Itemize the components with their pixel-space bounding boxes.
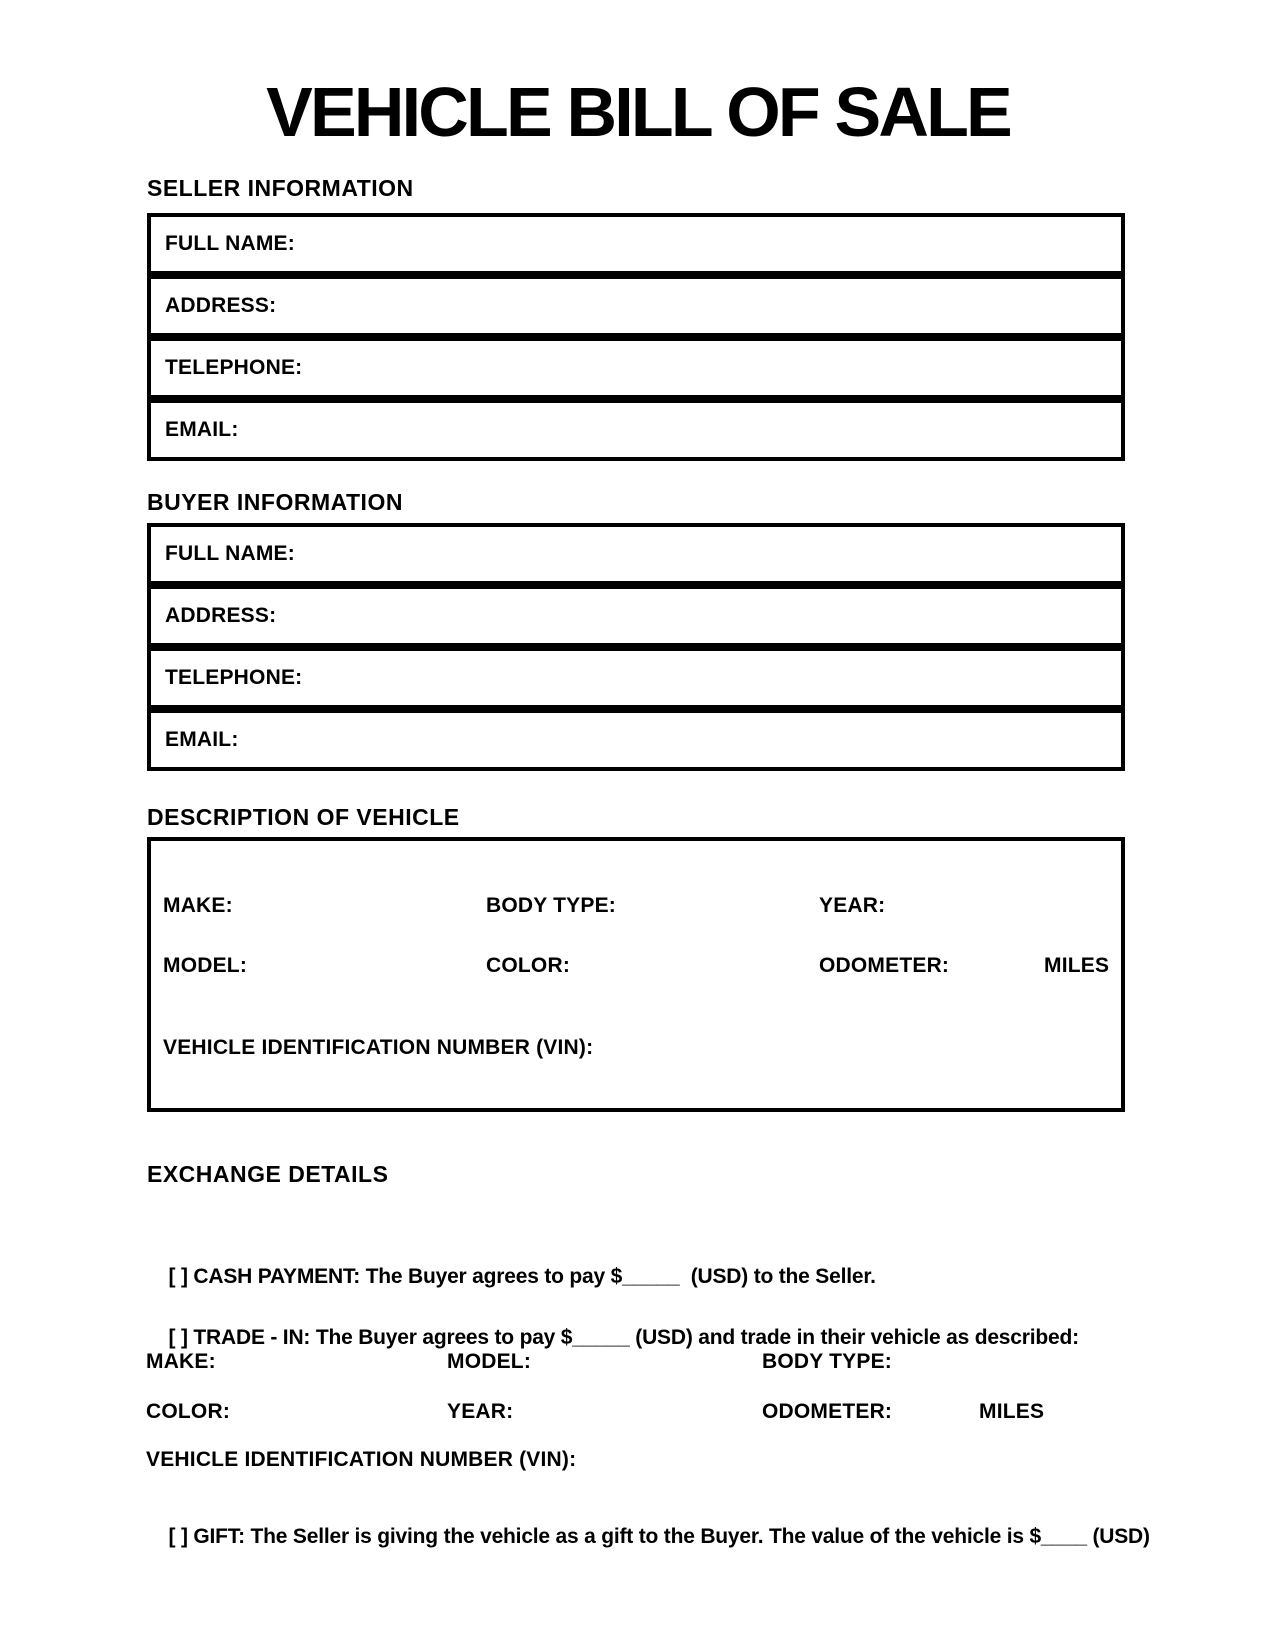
- trade-make-label: MAKE:: [146, 1350, 216, 1373]
- vehicle-model-label: MODEL:: [163, 954, 248, 977]
- seller-full-name-input-area[interactable]: [295, 217, 1121, 271]
- trade-in-line: [146, 1299, 1079, 1377]
- seller-info-box: [147, 213, 1125, 461]
- buyer-telephone-input-area[interactable]: [302, 651, 1121, 705]
- trade-in-checkbox[interactable]: [ ]: [168, 1326, 188, 1349]
- buyer-address-input-area[interactable]: [276, 589, 1121, 643]
- trade-body-type-label: BODY TYPE:: [762, 1350, 892, 1373]
- seller-email-label: EMAIL:: [165, 418, 239, 441]
- buyer-full-name-label: FULL NAME:: [165, 542, 295, 565]
- seller-address-label: ADDRESS:: [165, 294, 277, 317]
- gift-text: GIFT: The Seller is giving the vehicle as a gift to the Buyer. The value of the vehicle is $____ (USD): [187, 1525, 1150, 1548]
- trade-miles-label: MILES: [979, 1400, 1045, 1423]
- document-title: VEHICLE BILL OF SALE: [266, 73, 1010, 151]
- seller-address-row: [147, 275, 1125, 337]
- buyer-telephone-row: [147, 647, 1125, 709]
- buyer-section-heading: BUYER INFORMATION: [147, 489, 403, 515]
- gift-checkbox[interactable]: [ ]: [168, 1525, 188, 1548]
- buyer-full-name-row: [147, 523, 1125, 585]
- seller-telephone-input-area[interactable]: [302, 341, 1121, 395]
- trade-color-label: COLOR:: [146, 1400, 231, 1423]
- seller-email-input-area[interactable]: [239, 403, 1121, 457]
- trade-year-label: YEAR:: [447, 1400, 514, 1423]
- trade-odometer-label: ODOMETER:: [762, 1400, 893, 1423]
- buyer-full-name-input-area[interactable]: [295, 527, 1121, 581]
- trade-in-text: TRADE - IN: The Buyer agrees to pay $_____ (USD) and trade in their vehicle as described:: [187, 1326, 1079, 1349]
- buyer-telephone-label: TELEPHONE:: [165, 666, 303, 689]
- cash-payment-checkbox[interactable]: [ ]: [168, 1265, 188, 1288]
- buyer-address-label: ADDRESS:: [165, 604, 277, 627]
- seller-full-name-row: [147, 213, 1125, 275]
- seller-address-input-area[interactable]: [276, 279, 1121, 333]
- trade-model-label: MODEL:: [447, 1350, 532, 1373]
- vehicle-vin-label: VEHICLE IDENTIFICATION NUMBER (VIN):: [163, 1036, 594, 1059]
- vehicle-section-heading: DESCRIPTION OF VEHICLE: [147, 804, 460, 830]
- buyer-email-row: [147, 709, 1125, 771]
- vehicle-make-label: MAKE:: [163, 894, 233, 917]
- seller-full-name-label: FULL NAME:: [165, 232, 295, 255]
- vehicle-color-label: COLOR:: [486, 954, 571, 977]
- seller-section-heading: SELLER INFORMATION: [147, 175, 414, 201]
- buyer-address-row: [147, 585, 1125, 647]
- vehicle-miles-label: MILES: [1044, 954, 1110, 977]
- vehicle-odometer-label: ODOMETER:: [819, 954, 950, 977]
- exchange-section-heading: EXCHANGE DETAILS: [147, 1161, 389, 1187]
- cash-payment-text: CASH PAYMENT: The Buyer agrees to pay $_____ (USD) to the Seller.: [187, 1265, 876, 1288]
- trade-vin-label: VEHICLE IDENTIFICATION NUMBER (VIN):: [146, 1448, 577, 1471]
- seller-telephone-label: TELEPHONE:: [165, 356, 303, 379]
- vehicle-year-label: YEAR:: [819, 894, 886, 917]
- vehicle-description-box: [147, 837, 1125, 1112]
- buyer-info-box: [147, 523, 1125, 771]
- buyer-email-label: EMAIL:: [165, 728, 239, 751]
- vehicle-body-type-label: BODY TYPE:: [486, 894, 616, 917]
- seller-email-row: [147, 399, 1125, 461]
- gift-line: [146, 1498, 1150, 1576]
- buyer-email-input-area[interactable]: [239, 713, 1121, 767]
- seller-telephone-row: [147, 337, 1125, 399]
